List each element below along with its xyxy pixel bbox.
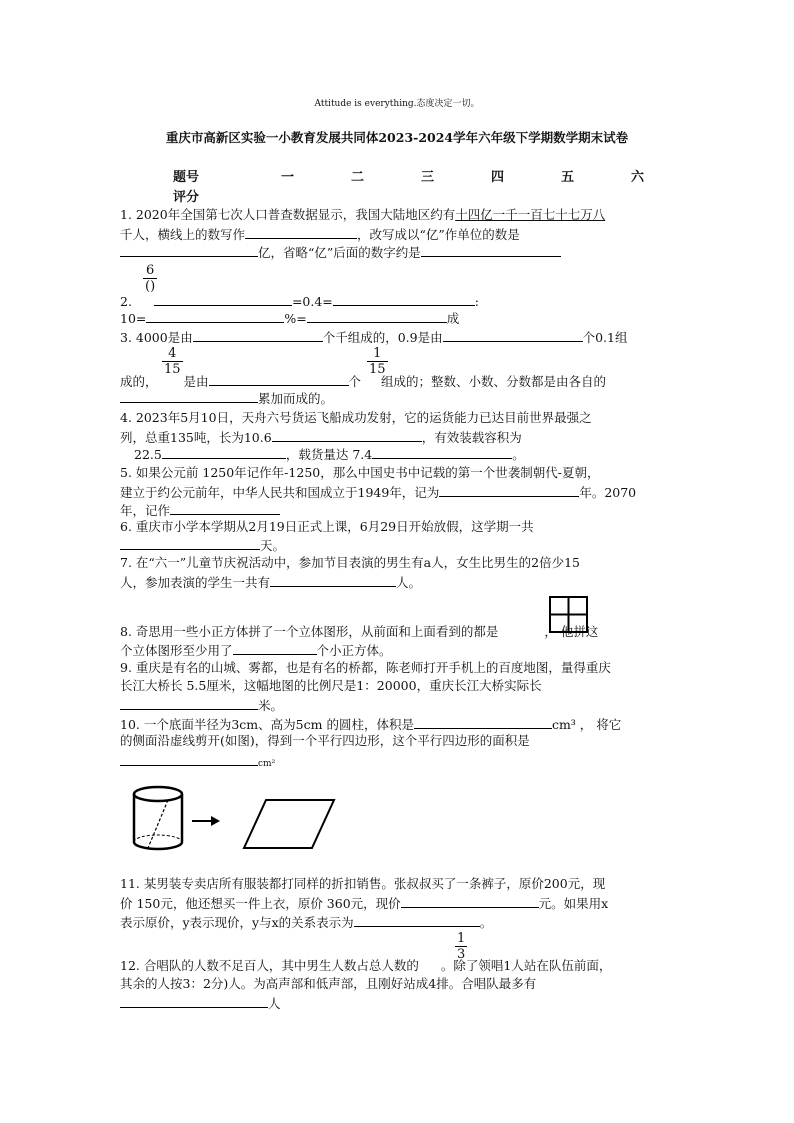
q4-line2: 列，总重135吨，长为10.6 ，有效装载容积为 — [120, 430, 522, 445]
row-label-score: 评分 — [173, 190, 200, 205]
q2-blank-3[interactable] — [146, 309, 284, 323]
q2-line2: 10= %= 成 — [120, 311, 460, 326]
q9-line2: 长江大桥长 5.5厘米，这幅地图的比例尺是1：20000，重庆长江大桥实际长 — [120, 678, 542, 693]
col-4: 四 — [491, 170, 505, 185]
q3-blank-4[interactable] — [120, 389, 258, 403]
q2-blank-2[interactable] — [333, 292, 475, 306]
q5-line1: 5. 如果公元前 1250年记作年-1250，那么中国史书中记载的第一个世袭制朝代-夏朝， — [120, 465, 600, 480]
q5-blank-1[interactable] — [439, 483, 579, 497]
q5-line2: 建立于约公元前年，中华人民共和国成立于1949年，记为 年。2070 — [120, 485, 637, 500]
q3-line3: 累加而成的。 — [120, 389, 333, 407]
q10-line2: 的侧面沿虚线剪开(如图)，得到一个平行四边形，这个平行四边形的面积是 — [120, 733, 530, 748]
col-6: 六 — [631, 170, 645, 185]
grid-view-icon — [549, 596, 589, 634]
q6-line2: 天。 — [120, 536, 285, 554]
q1-blank-1[interactable] — [245, 225, 357, 239]
q4-blank-2[interactable] — [162, 445, 286, 459]
q7-line2: 人，参加表演的学生一共有 人。 — [120, 575, 422, 590]
q3-line2: 成的， 是由 个 组成的；整数、小数、分数都是由各自的 — [120, 374, 607, 389]
q6-line1: 6. 重庆市小学本学期从2月19日正式上课，6月29日开始放假，这学期一共 — [120, 519, 534, 534]
q10-line1: 10. 一个底面半径为3cm、高为5cm 的圆柱，体积是 cm³ ， 将它 — [120, 717, 622, 732]
row-label-question: 题号 — [173, 170, 200, 185]
q2-line1: 2. =0.4= : — [120, 294, 479, 309]
q12-blank[interactable] — [120, 994, 268, 1008]
q11-line1: 11. 某男装专卖店所有服装都打同样的折扣销售。张叔叔买了一条裤子，原价200元，现 — [120, 876, 606, 891]
q12-line2: 其余的人按3：2分)人。为高声部和低声部，且刚好站成4排。合唱队最多有 — [120, 976, 537, 991]
q12-line3: 人 — [120, 994, 281, 1012]
q4-line3: 22.5 ，载货量达 7.4 。 — [134, 447, 525, 462]
q2-blank-4[interactable] — [307, 309, 447, 323]
q8-line1: 8. 奇思用一些小正方体拼了一个立体图形，从前面和上面看到的都是 ， 他拼这 — [120, 624, 599, 639]
q3-blank-2[interactable] — [443, 328, 583, 342]
q1-blank-3[interactable] — [421, 243, 561, 257]
q5-blank-2[interactable] — [170, 501, 280, 515]
q12-line1: 12. 合唱队的人数不足百人，其中男生人数占总人数的 。除了领唱1人站在队伍前面， — [120, 958, 612, 973]
col-3: 三 — [421, 170, 435, 185]
q4-blank-1[interactable] — [272, 428, 422, 442]
exam-title: 重庆市高新区实验一小教育发展共同体2023-2024学年六年级下学期数学期末试卷 — [165, 130, 629, 145]
q6-blank[interactable] — [120, 536, 260, 550]
q1-line1: 1. 2020年全国第七次人口普查数据显示，我国大陆地区约有十四亿一千一百七十七万八 — [120, 207, 606, 222]
q4-line1: 4. 2023年5月10日，天舟六号货运飞船成功发射，它的运货能力已达目前世界最强之 — [120, 410, 592, 425]
q9-blank[interactable] — [120, 696, 258, 710]
q10-line3: cm² — [120, 752, 275, 772]
q3-blank-1[interactable] — [193, 328, 323, 342]
col-1: 一 — [281, 170, 295, 185]
header-motto: Attitude is everything.态度决定一切。 — [314, 99, 480, 109]
q7-line1: 7. 在“六一”儿童节庆祝活动中，参加节目表演的男生有a人，女生比男生的2倍少15 — [120, 555, 580, 570]
q7-blank[interactable] — [270, 573, 396, 587]
q1-line2: 千人，横线上的数写作 ，改写成以“亿”作单位的数是 — [120, 227, 520, 242]
q8-line2: 个立体图形至少用了 个小正方体。 — [120, 643, 392, 658]
q8-blank[interactable] — [233, 641, 317, 655]
q9-line1: 9. 重庆是有名的山城、雾都，也是有名的桥都，陈老师打开手机上的百度地图，量得重庆 — [120, 660, 611, 675]
q5-line3: 年，记作 — [120, 501, 280, 519]
q11-blank-1[interactable] — [401, 894, 539, 908]
q11-line3: 表示原价，y表示现价，y与x的关系表示为 。 — [120, 915, 493, 930]
q4-blank-3[interactable] — [372, 445, 512, 459]
col-2: 二 — [351, 170, 365, 185]
q9-line3: 米。 — [120, 696, 283, 714]
q11-line2: 价 150元，他还想买一件上衣，原价 360元，现价 元。如果用x — [120, 896, 609, 911]
col-5: 五 — [561, 170, 575, 185]
q12-fraction: $\frac{1}{3}$ — [457, 931, 466, 962]
q1-line3: 亿，省略“亿”后面的数字约是 — [120, 243, 561, 261]
q3-fraction-2: $\frac{1}{15}$ — [369, 346, 386, 377]
q10-blank-1[interactable] — [414, 715, 552, 729]
q2-blank-1[interactable] — [154, 292, 292, 306]
q2-fraction: $\frac{6}{()}$ — [145, 263, 156, 294]
q1-blank-2[interactable] — [120, 243, 258, 257]
cylinder-unfold-figure — [128, 784, 338, 856]
q3-fraction-1: $\frac{4}{15}$ — [164, 346, 181, 377]
q10-blank-2[interactable] — [120, 752, 258, 766]
q3-line1: 3. 4000是由 个千组成的，0.9是由 个0.1组 — [120, 330, 628, 345]
q11-blank-2[interactable] — [354, 913, 480, 927]
q3-blank-3[interactable] — [209, 372, 349, 386]
